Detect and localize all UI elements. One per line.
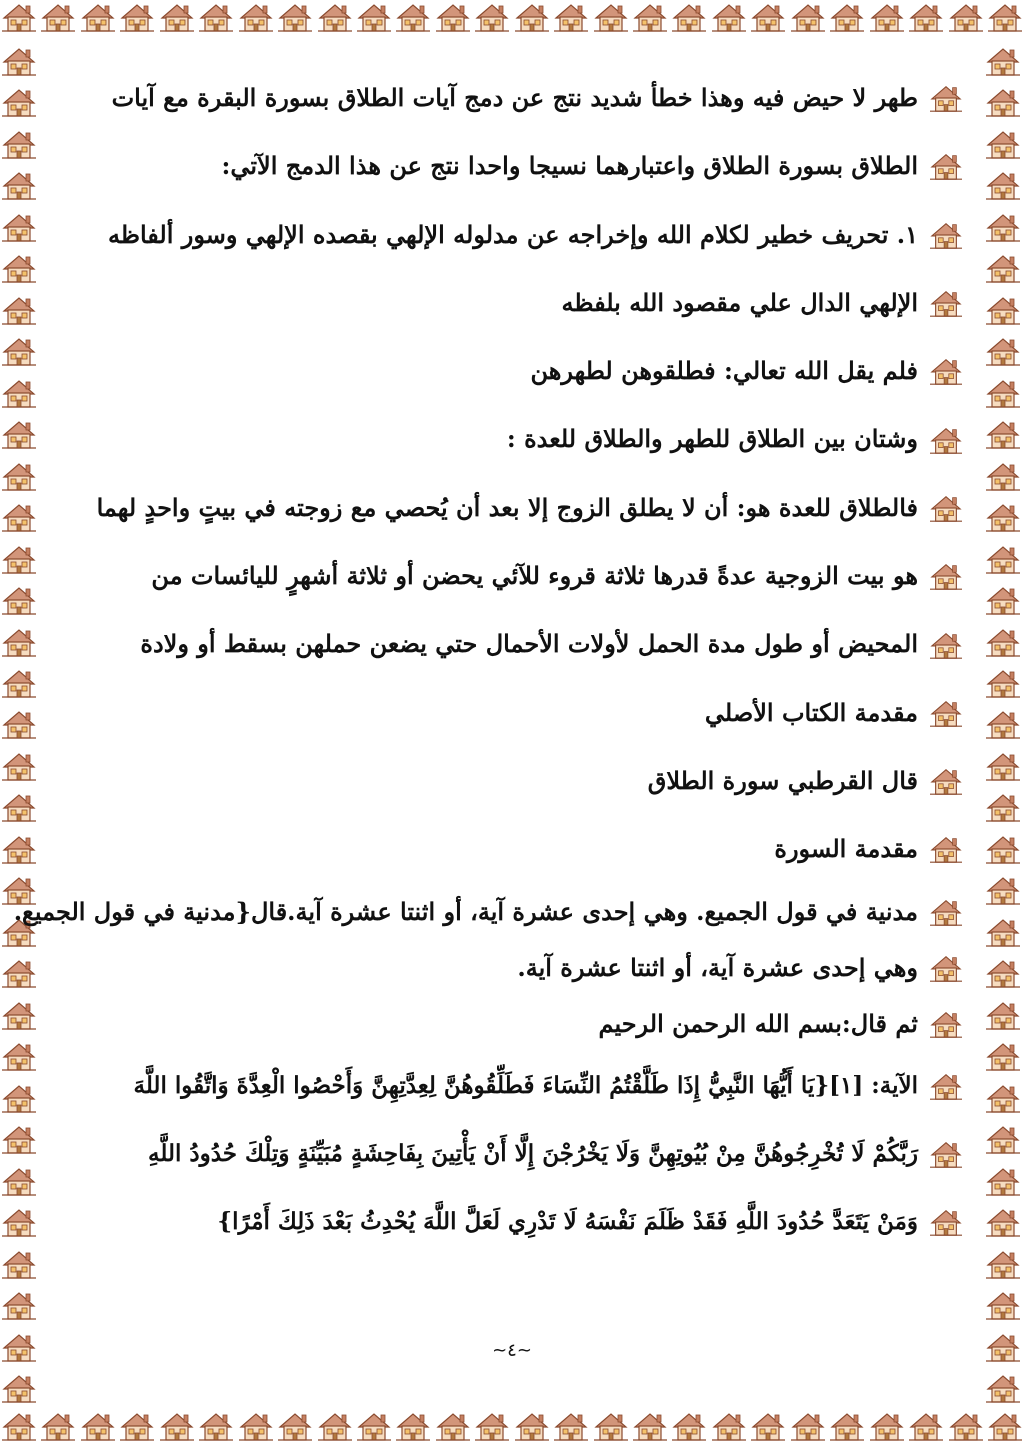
house-icon [513, 1409, 551, 1443]
house-icon [276, 1409, 314, 1443]
left-border [0, 40, 40, 1409]
house-icon [355, 0, 393, 34]
house-icon [394, 0, 432, 34]
house-icon [749, 0, 787, 34]
house-icon [316, 1409, 354, 1443]
text-line-7 [90, 474, 958, 542]
house-icon [984, 1371, 1022, 1405]
right-border [984, 40, 1024, 1409]
line-text: ١. تحريف خطير لكلام الله وإخراجه عن مدلوله الإلهي بقصده الإلهي وسور ألفاظه [108, 219, 918, 249]
house-icon [79, 1409, 117, 1443]
house-icon [984, 251, 1022, 285]
house-icon [928, 1070, 964, 1102]
house-icon [0, 44, 38, 78]
house-icon [79, 0, 117, 34]
house-icon [0, 210, 38, 244]
house-icon [828, 0, 866, 34]
house-icon [789, 1409, 827, 1443]
house-icon [984, 832, 1022, 866]
house-icon [984, 998, 1022, 1032]
house-icon [118, 0, 156, 34]
house-icon [986, 1409, 1024, 1443]
house-icon [0, 334, 38, 368]
house-icon [928, 1206, 964, 1238]
house-icon [0, 1247, 38, 1281]
house-icon [592, 1409, 630, 1443]
house-icon [39, 1409, 77, 1443]
house-icon [928, 765, 964, 797]
page-number: ~٤~ [492, 1340, 532, 1361]
house-icon [984, 956, 1022, 990]
house-icon [928, 287, 964, 319]
verse-line-1 [90, 1052, 958, 1120]
house-icon [434, 0, 472, 34]
house-icon [237, 1409, 275, 1443]
line-text: هو بيت الزوجية عدةً قدرها ثلاثة قروء للآئي يحضن أو ثلاثة أشهرٍ لليائسات من [151, 561, 918, 591]
line-text: ثم قال:بسم الله الرحمن الرحيم [598, 1008, 918, 1038]
line-text: وَمَنْ يَتَعَدَّ حُدُودَ اللَّهِ فَقَدْ ظَلَمَ نَفْسَهُ لَا تَدْرِي لَعَلَّ اللَّهَ يُحْدِثُ بَعْدَ ذَلِكَ أَمْرًا} [217, 1208, 918, 1236]
house-icon [0, 85, 38, 119]
text-line-9 [90, 610, 958, 678]
house-icon [984, 625, 1022, 659]
house-icon [197, 1409, 235, 1443]
house-icon [984, 459, 1022, 493]
house-icon [984, 1081, 1022, 1115]
house-icon [0, 542, 38, 576]
house-icon [984, 542, 1022, 576]
house-icon [928, 629, 964, 661]
house-icon [928, 82, 964, 114]
house-icon [984, 666, 1022, 700]
top-border [0, 0, 1024, 40]
house-icon [0, 1205, 38, 1239]
house-icon [984, 85, 1022, 119]
house-icon [316, 0, 354, 34]
text-line-10 [90, 679, 958, 747]
line-text: مدنية في قول الجميع. وهي إحدى عشرة آية، أو اثنتا عشرة آية.قال{مدنية في قول الجميع. [13, 896, 918, 926]
house-icon [158, 1409, 196, 1443]
text-line-12 [90, 815, 958, 883]
house-icon [928, 833, 964, 865]
house-icon [39, 0, 77, 34]
house-icon [0, 666, 38, 700]
house-icon [984, 915, 1022, 949]
house-icon [0, 956, 38, 990]
text-line-14 [90, 940, 958, 996]
text-line-2 [90, 132, 958, 200]
text-line-3 [90, 201, 958, 269]
text-line-5 [90, 337, 958, 405]
house-icon [928, 424, 964, 456]
house-icon [947, 1409, 985, 1443]
house-icon [928, 952, 964, 984]
house-icon [984, 500, 1022, 534]
text-line-11 [90, 747, 958, 815]
house-icon [473, 1409, 511, 1443]
line-text: الإلهي الدال علي مقصود الله بلفظه [561, 287, 918, 317]
house-icon [868, 0, 906, 34]
house-icon [984, 376, 1022, 410]
house-icon [552, 1409, 590, 1443]
line-text: فالطلاق للعدة هو: أن لا يطلق الزوج إلا بعد أن يُحصي مع زوجته في بيتٍ واحدٍ لهما [96, 492, 918, 522]
house-icon [0, 417, 38, 451]
house-icon [986, 0, 1024, 34]
house-icon [631, 1409, 669, 1443]
house-icon [984, 749, 1022, 783]
house-icon [670, 0, 708, 34]
house-icon [0, 127, 38, 161]
house-icon [828, 1409, 866, 1443]
line-text: طهر لا حيض فيه وهذا خطأ شديد نتج عن دمج آيات الطلاق بسورة البقرة مع آيات [111, 83, 918, 112]
house-icon [868, 1409, 906, 1443]
house-icon [984, 1247, 1022, 1281]
line-text: وهي إحدى عشرة آية، أو اثنتا عشرة آية. [517, 952, 918, 982]
house-icon [237, 0, 275, 34]
line-text: قال القرطبي سورة الطلاق [647, 765, 918, 795]
bottom-border [0, 1409, 1024, 1449]
house-icon [631, 0, 669, 34]
house-icon [984, 127, 1022, 161]
house-icon [984, 1205, 1022, 1239]
house-icon [0, 707, 38, 741]
house-icon [928, 1008, 964, 1040]
house-icon [513, 0, 551, 34]
verse-line-2 [90, 1120, 958, 1188]
house-icon [907, 0, 945, 34]
house-icon [276, 0, 314, 34]
house-icon [984, 44, 1022, 78]
verse-line-3 [90, 1188, 958, 1256]
house-icon [928, 1138, 964, 1170]
house-icon [984, 1164, 1022, 1198]
house-icon [394, 1409, 432, 1443]
house-icon [355, 1409, 393, 1443]
house-icon [197, 0, 235, 34]
line-text: المحيض أو طول مدة الحمل لأولات الأحمال حتي يضعن حملهن بسقط أو ولادة [140, 629, 918, 659]
house-icon [928, 560, 964, 592]
house-icon [928, 355, 964, 387]
house-icon [118, 1409, 156, 1443]
house-icon [0, 251, 38, 285]
line-text: الآية: [١]{يَا أَيُّهَا النَّبِيُّ إِذَا طَلَّقْتُمُ النِّسَاءَ فَطَلِّقُوهُنَّ لِعِدَّتِهِنَّ وَأَحْصُوا الْعِدَّةَ وَاتَّقُوا اللَّهَ [133, 1071, 918, 1099]
house-icon [984, 168, 1022, 202]
house-icon [0, 1081, 38, 1115]
text-line-8 [90, 542, 958, 610]
house-icon [984, 1288, 1022, 1322]
house-icon [749, 1409, 787, 1443]
house-icon [434, 1409, 472, 1443]
house-icon [670, 1409, 708, 1443]
house-icon [0, 459, 38, 493]
house-icon [984, 873, 1022, 907]
house-icon [0, 1164, 38, 1198]
house-icon [928, 896, 964, 928]
line-text: مقدمة السورة [774, 834, 918, 864]
house-icon [0, 790, 38, 824]
house-icon [984, 334, 1022, 368]
house-icon [0, 1039, 38, 1073]
house-icon [928, 219, 964, 251]
line-text: فلم يقل الله تعالي: فطلقوهن لطهرهن [530, 356, 918, 386]
text-line-4 [90, 269, 958, 337]
house-icon [0, 293, 38, 327]
house-icon [928, 492, 964, 524]
house-icon [0, 1122, 38, 1156]
house-icon [710, 1409, 748, 1443]
house-icon [984, 707, 1022, 741]
line-text: مقدمة الكتاب الأصلي [704, 697, 918, 727]
house-icon [984, 790, 1022, 824]
house-icon [158, 0, 196, 34]
house-icon [0, 376, 38, 410]
line-text: وشتان بين الطلاق للطهر والطلاق للعدة : [506, 424, 918, 454]
text-line-15 [90, 996, 958, 1052]
text-line-13 [13, 884, 958, 940]
house-icon [928, 697, 964, 729]
house-icon [984, 1122, 1022, 1156]
line-text: رَبَّكُمْ لَا تُخْرِجُوهُنَّ مِنْ بُيُوتِهِنَّ وَلَا يَخْرُجْنَ إِلَّا أَنْ يَأْتِينَ بِفَاحِشَةٍ مُبَيِّنَةٍ وَتِلْكَ حُدُودُ اللَّهِ [148, 1139, 918, 1167]
line-text: الطلاق بسورة الطلاق واعتبارهما نسيجا واحدا نتج عن هذا الدمج الآتي: [221, 151, 918, 181]
text-line-6 [90, 405, 958, 473]
house-icon [0, 998, 38, 1032]
house-icon [984, 1039, 1022, 1073]
house-icon [789, 0, 827, 34]
house-icon [0, 625, 38, 659]
house-icon [0, 168, 38, 202]
house-icon [592, 0, 630, 34]
text-line-1 [90, 64, 958, 132]
house-icon [984, 293, 1022, 327]
house-icon [928, 150, 964, 182]
house-icon [552, 0, 590, 34]
house-icon [0, 1409, 38, 1443]
house-icon [0, 500, 38, 534]
house-icon [0, 749, 38, 783]
house-icon [947, 0, 985, 34]
house-icon [0, 832, 38, 866]
house-icon [710, 0, 748, 34]
house-icon [0, 583, 38, 617]
house-icon [0, 0, 38, 34]
house-icon [0, 1288, 38, 1322]
house-icon [984, 583, 1022, 617]
house-icon [0, 1371, 38, 1405]
house-icon [984, 417, 1022, 451]
house-icon [907, 1409, 945, 1443]
house-icon [473, 0, 511, 34]
page-content [13, 64, 958, 1256]
house-icon [984, 210, 1022, 244]
